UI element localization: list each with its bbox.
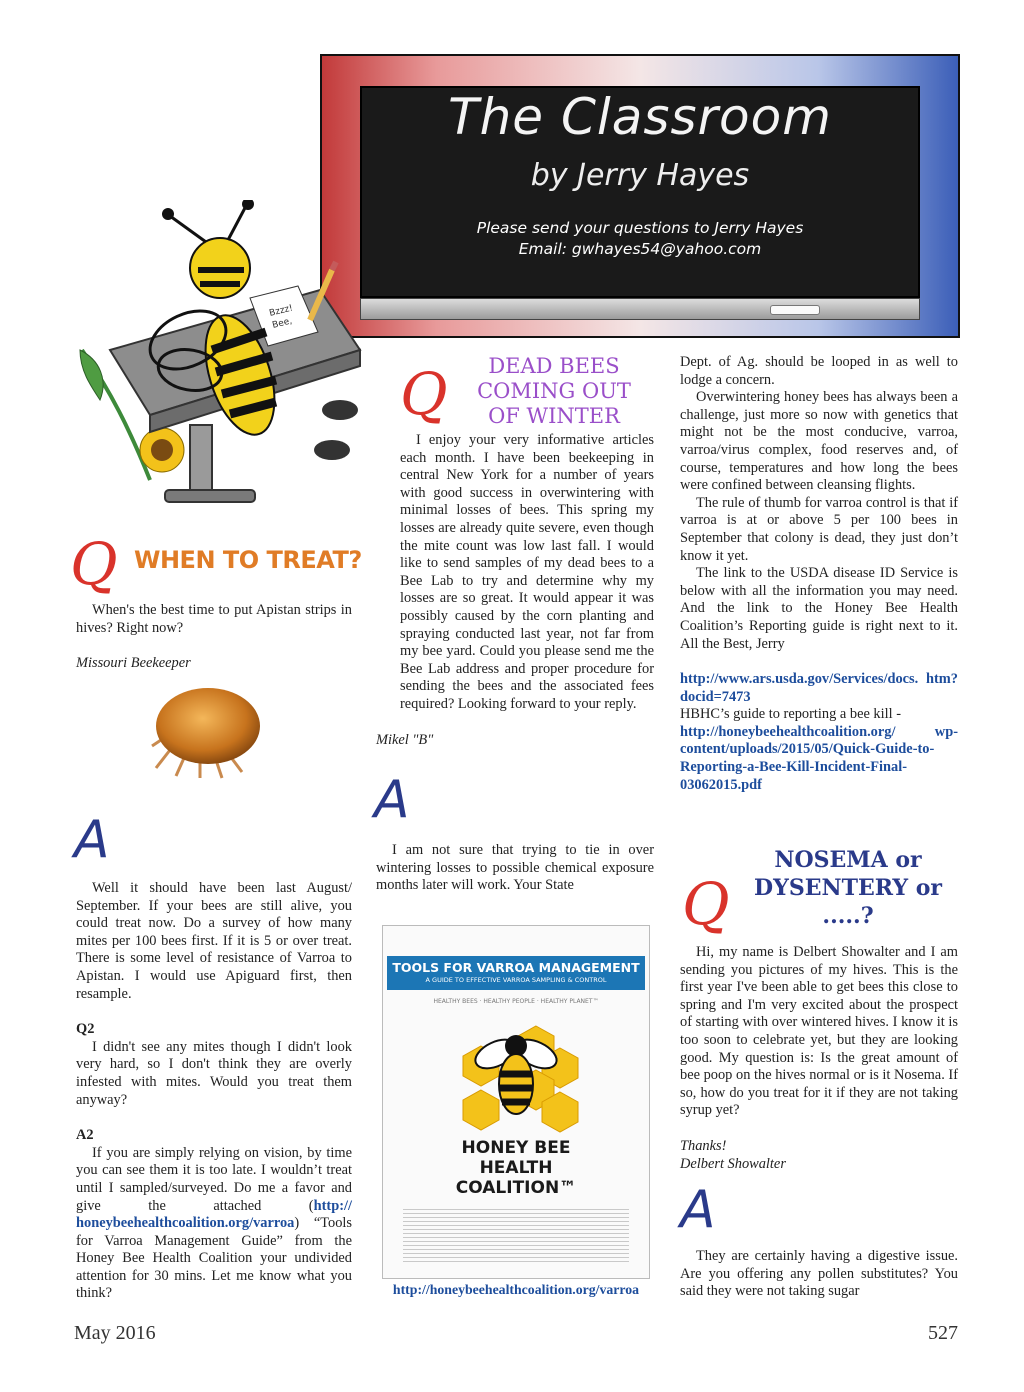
heading-line: COMING OUT [477,379,631,403]
honeybee-hexagon-logo-icon [441,1016,591,1136]
question-text: I enjoy your very informative articles each month. I have been beekeeping in central New York for a number of years with good success in overwintering with minimal losses of bees. This spring my losses are already quite severe, even though the mite count was low last fall. I would like to send samples of my dead bees to a Bee Lab to try and determine why my losses are so great. It would appear it was possibly caused by the corn planting and spraying conducted last year, not far from my bee yard. Could you please send me the Bee Lab address and proper procedure for sending the bees and the associated fees required? Looking forward to your reply. [400,432,654,712]
answer-text: I am not sure that trying to tie in over wintering losses to possible chemical exposure months later will work. Your State [376,842,654,894]
q2-text: I didn't see any mites though I didn't look very hard, so I don't think they are overly infested with mites. Would you treat them anyway? [76,1038,352,1108]
answer-paragraph: The rule of thumb for varroa control is that if varroa is at or above 5 per 100 bees in September that colony is dead, they just don’t know it yet. [680,494,958,564]
question-text: When's the best time to put Apistan strips in hives? Right now? [76,602,352,636]
answer-letter: A [374,770,410,830]
answer-letter: A [680,1180,716,1240]
page-number: 527 [928,1322,958,1344]
question-text: Hi, my name is Delbert Showalter and I am sending you pictures of my hives. This is the first year I've been able to get bees this close to spring and I'm very excited about the prospect of starting with over wintered hives. I know it is too soon to celebrate yet, but they are looking good. My question is: Is the great amount of bee poop on the hives normal or is it Nosema. If so, how do you treat for it if they are not taking syrup yet? [680,944,958,1119]
hbhc-guide-text: HBHC’s guide to reporting a bee kill - [680,706,902,723]
page-title: The Classroom [448,88,832,146]
heading-line: DEAD BEES [488,354,620,378]
answer-text: Well it should have been last August/ September. If your bees are still alive, you could treat now. Do a survey of how many mites per 100 bees first. If it is 5 or over treat. There is some level of resistance of Varroa to Apistan. I would use Apiguard first, then resample. [76,880,352,1002]
heading-line: NOSEMA or [774,847,922,873]
q3-question-block [680,944,958,1173]
a2-paragraph [76,1145,352,1303]
coalition-line: HONEY BEE [461,1138,571,1158]
section-heading-when-to-treat: WHEN TO TREAT? [134,546,362,574]
question-letter: Q [400,360,448,428]
guide-title: TOOLS FOR VARROA MANAGEMENT [392,960,640,975]
answer-letter: A [74,810,110,870]
q2-question-block [376,432,654,749]
svg-text:Bzzz!: Bzzz! [268,303,294,319]
guide-fine-print [403,1206,629,1262]
section-heading-dead-bees [464,354,644,429]
answer-paragraph: Overwintering honey bees has always been a challenge, just more so now with genetics that might not be the most conducive, varroa, varroa/virus complex, food reserves and, of course, temperatures and how long the bees were confined between cleansing flights. [680,389,958,494]
question-signature: Mikel "B" [376,731,434,748]
varroa-guide-cover [382,925,650,1279]
coalition-name [383,1138,649,1198]
usda-link[interactable]: http://www.ars.usda.gov/Services/docs. htm?docid=7473 [680,671,958,705]
question-signature-thanks: Thanks! [680,1137,727,1154]
coalition-line: COALITION™ [455,1178,577,1198]
a2-label: A2 [76,1127,94,1144]
question-signature: Delbert Showalter [680,1155,786,1172]
coalition-line: HEALTH [479,1158,553,1178]
q1-question-block [76,602,352,673]
q2-label: Q2 [76,1021,95,1038]
question-signature: Missouri Beekeeper [76,655,191,672]
page-byline: by Jerry Hayes [530,158,750,193]
chalk-icon [770,305,820,315]
heading-line: DYSENTERY or [754,875,942,901]
heading-line: .....? [822,903,874,929]
question-letter: Q [682,870,730,938]
guide-caption-link[interactable]: http://honeybeehealthcoalition.org/varroa [392,1282,640,1297]
submission-note: Please send your questions to Jerry Hayes [476,219,804,237]
q3-answer-block [680,1248,958,1301]
q2-answer-continued [680,354,958,794]
guide-subtitle: A GUIDE TO EFFECTIVE VARROA SAMPLING & CONTROL [425,976,607,984]
submission-email: Email: gwhayes54@yahoo.com [518,240,762,258]
varroa-guide-link[interactable]: http:// honeybeehealthcoalition.org/varroa [76,1197,352,1232]
varroa-mite-illustration [150,680,270,780]
bee-at-desk-illustration [70,200,370,520]
issue-date: May 2016 [74,1322,156,1344]
a2-text-before: If you are simply relying on vision, by time you can see them it is too late. I wouldn’t treat until I sampled/surveyed. Do me a favor and give the attached ( [76,1144,352,1214]
bee-kill-guide-link[interactable]: http://honeybeehealthcoalition.org/ wp-content/uploads/2015/05/Quick-Guide-to-Reporting-a-Bee-Kill-Incident-Final-03062015.pdf [680,723,958,793]
svg-text:Bee,: Bee, [271,316,294,331]
q1-answer-block [76,880,352,1303]
section-heading-nosema [740,846,956,930]
answer-text: They are certainly having a digestive issue. Are you offering any pollen substitutes? You said they were not taking sugar [680,1248,958,1300]
chalkboard-ledge [360,298,920,320]
question-letter: Q [70,530,118,598]
guide-banner [387,956,645,990]
a2-text-after: ) “Tools for Varroa Management Guide” from the Honey Bee Health Coalition your undivided attention for 30 mins. Let me know what you think? [76,1215,352,1302]
q2-answer-start [376,842,654,895]
answer-continued-text: Dept. of Ag. should be looped in as well to lodge a concern. [680,354,958,388]
guide-tagline: HEALTHY BEES · HEALTHY PEOPLE · HEALTHY PLANET™ [433,998,599,1005]
answer-paragraph: The link to the USDA disease ID Service is below with all the information you may need. And the link to the Honey Bee Health Coalition’s Reporting guide is right next to it. All the Best, Jerry [680,565,958,652]
heading-line: OF WINTER [488,404,620,428]
